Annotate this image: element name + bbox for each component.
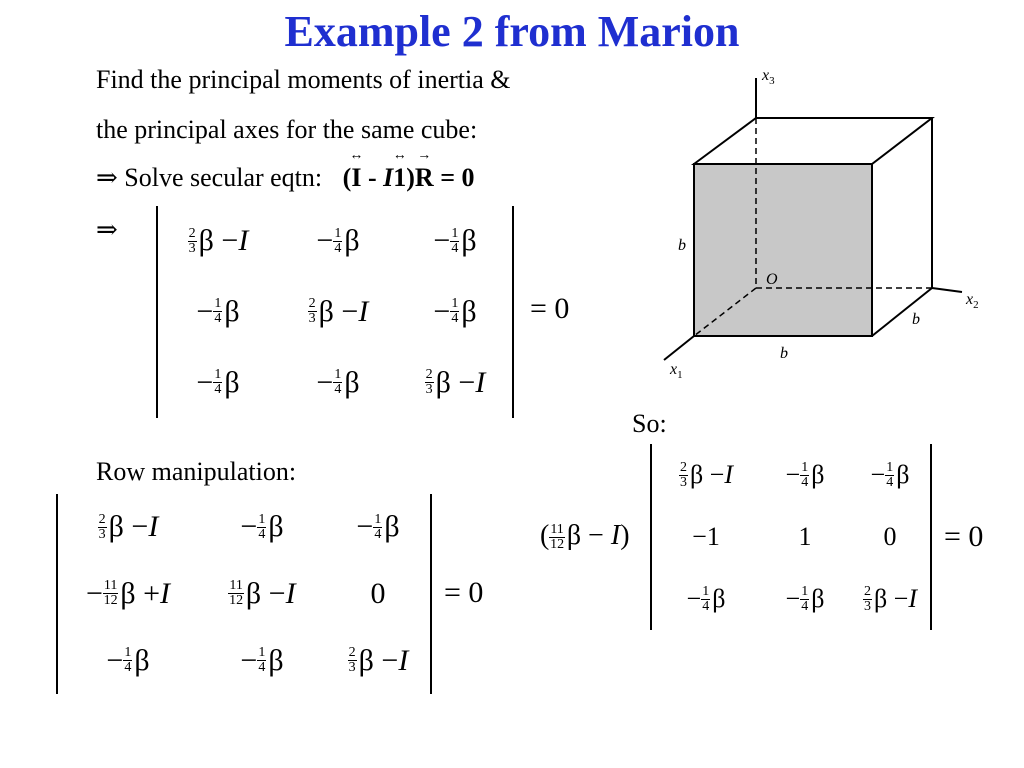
single-overarrow: →: [417, 148, 432, 163]
matrix-cell: − $\frac{11}{12}$ β + I: [85, 576, 171, 610]
factor-term: ( $\frac{11}{12}$ β − I): [540, 520, 630, 553]
factored-equals-zero: = 0: [944, 520, 984, 553]
implies-arrow-2: ⇒: [96, 215, 118, 244]
vector-R: → R: [414, 148, 434, 192]
double-overarrow: ↔: [349, 148, 364, 163]
matrix-cell: $\frac{11}{12}$ β − I: [229, 576, 296, 610]
secular-equals-zero: = 0: [530, 292, 570, 325]
matrix-cell: $\frac{2}{3}$ β − I: [98, 510, 159, 544]
matrix-cell: $\frac{2}{3}$ β − I: [679, 459, 734, 490]
implies-arrow: ⇒: [96, 163, 118, 192]
cube-diagram: [650, 60, 1000, 390]
matrix-cell: 1: [798, 522, 812, 551]
matrix-cell: − $\frac{1}{4}$ β: [686, 583, 726, 614]
open-paren: (: [342, 163, 352, 192]
matrix-cell: − $\frac{1}{4}$ β: [196, 365, 240, 399]
origin-label: O: [766, 271, 778, 288]
matrix-cell: $\frac{2}{3}$ β − I: [863, 583, 918, 614]
intro-line-1: Find the principal moments of inertia &: [96, 65, 511, 94]
row-manipulated-determinant: [56, 494, 432, 694]
x1-axis-line: [664, 336, 694, 360]
matrix-cell: −1: [692, 522, 720, 551]
scalar-I: I: [383, 163, 394, 192]
unit-tensor: ↔ 1: [392, 148, 407, 192]
tensor-I: ↔ I: [349, 148, 364, 192]
matrix-cell: − $\frac{1}{4}$ β: [240, 510, 284, 544]
edge-label-left: b: [678, 237, 686, 254]
matrix-cell: − $\frac{1}{4}$ β: [870, 459, 910, 490]
edge-label-right: b: [912, 311, 920, 328]
x1-axis-label: $x_1$: [670, 361, 683, 381]
matrix-cell: − $\frac{1}{4}$ β: [785, 583, 825, 614]
page-title: Example 2 from Marion: [284, 7, 740, 56]
matrix-cell: − $\frac{1}{4}$ β: [356, 510, 400, 544]
minus-sign: -: [361, 163, 384, 192]
cube-bottom-right-edge: [872, 288, 932, 336]
x3-axis-label: $x_3$: [762, 67, 775, 87]
matrix-cell: $\frac{2}{3}$ β − I: [425, 365, 486, 399]
cube-top-face: [694, 118, 932, 164]
matrix-cell: − $\frac{1}{4}$ β: [433, 294, 477, 328]
so-label: So:: [632, 409, 667, 438]
edge-label-bottom: b: [780, 345, 788, 362]
matrix-cell: $\frac{2}{3}$ β − I: [308, 294, 369, 328]
close-paren: ): [406, 163, 415, 192]
matrix-cell: 0: [883, 522, 897, 551]
x2-axis-label: $x_2$: [966, 291, 979, 311]
matrix-cell: − $\frac{1}{4}$ β: [106, 643, 150, 677]
matrix-cell: − $\frac{1}{4}$ β: [433, 224, 477, 258]
matrix-cell: − $\frac{1}{4}$ β: [316, 365, 360, 399]
row-equals-zero: = 0: [444, 576, 484, 609]
cube-front-face: [694, 164, 872, 336]
matrix-cell: $\frac{2}{3}$ β − I: [348, 643, 409, 677]
matrix-cell: − $\frac{1}{4}$ β: [240, 643, 284, 677]
matrix-cell: $\frac{2}{3}$ β − I: [188, 224, 249, 258]
intro-line-2: the principal axes for the same cube:: [96, 115, 478, 144]
intro-line-3: [96, 148, 475, 194]
row-manipulation-label: Row manipulation:: [96, 457, 297, 486]
secular-determinant: [156, 206, 514, 418]
matrix-cell: − $\frac{1}{4}$ β: [316, 224, 360, 258]
matrix-cell: − $\frac{1}{4}$ β: [785, 459, 825, 490]
equals-zero: = 0: [433, 163, 475, 192]
x2-axis-line: [932, 288, 962, 292]
factored-determinant: [650, 444, 932, 630]
matrix-cell: − $\frac{1}{4}$ β: [196, 294, 240, 328]
secular-label: Solve secular eqtn:: [124, 163, 323, 192]
secular-equation: [342, 148, 475, 192]
matrix-cell: 0: [370, 576, 386, 610]
double-overarrow: ↔: [392, 148, 407, 163]
